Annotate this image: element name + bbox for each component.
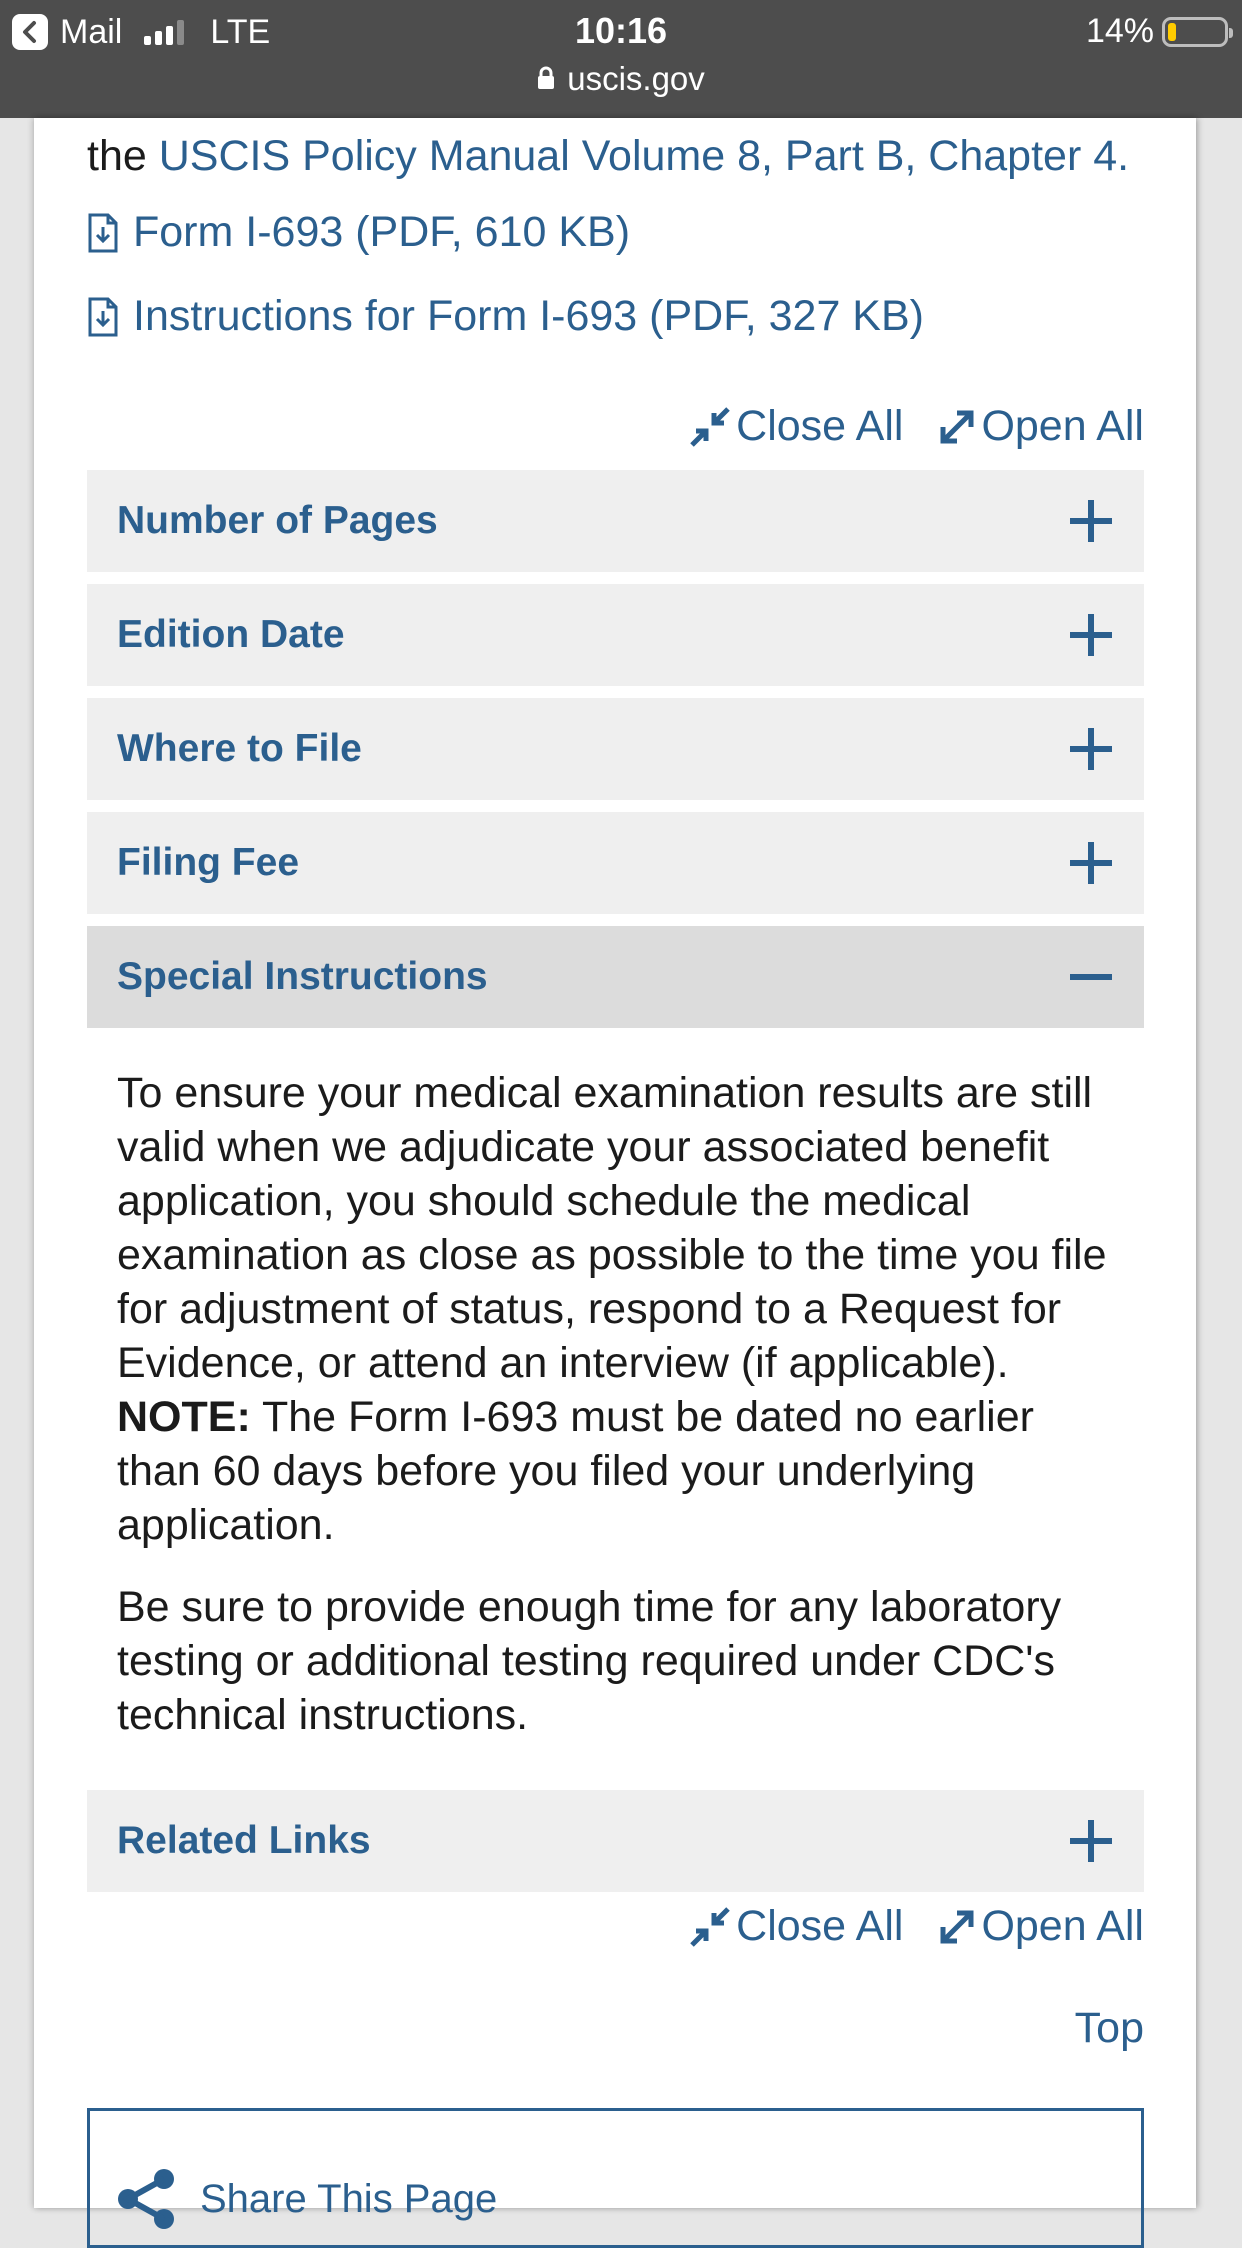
accordion-filing-fee[interactable] bbox=[87, 812, 1144, 914]
accordion-number-of-pages[interactable] bbox=[87, 470, 1144, 572]
intro-text bbox=[87, 124, 1187, 188]
download-instructions-label: Instructions for Form I-693 (PDF, 327 KB) bbox=[133, 292, 924, 340]
open-all-button[interactable] bbox=[937, 402, 1144, 451]
download-instructions-link[interactable] bbox=[87, 292, 924, 341]
special-instructions-content bbox=[117, 1066, 1127, 1770]
accordion-title: Special Instructions bbox=[117, 955, 488, 998]
back-to-top-link[interactable]: Top bbox=[1074, 2004, 1144, 2052]
share-box bbox=[87, 2108, 1144, 2248]
expand-icon bbox=[937, 407, 977, 447]
accordion-where-to-file[interactable] bbox=[87, 698, 1144, 800]
note-text: The Form I-693 must be dated no earlier than 60 days before you filed your underlying application. bbox=[117, 1393, 1034, 1549]
close-all-label: Close All bbox=[736, 402, 904, 450]
url-text: uscis.gov bbox=[567, 60, 705, 97]
page-card bbox=[34, 118, 1196, 2221]
download-form-link[interactable] bbox=[87, 208, 630, 257]
back-app-label: Mail bbox=[60, 12, 123, 51]
instructions-paragraph bbox=[117, 1066, 1127, 1552]
compress-icon bbox=[688, 1905, 732, 1949]
pdf-download-icon bbox=[87, 296, 119, 338]
policy-manual-link[interactable]: USCIS Policy Manual Volume 8, Part B, Chapter 4. bbox=[158, 132, 1130, 180]
battery-level bbox=[1168, 23, 1176, 41]
plus-icon bbox=[1068, 840, 1114, 886]
accordion-title: Where to File bbox=[117, 727, 362, 770]
close-all-label: Close All bbox=[736, 1902, 904, 1950]
accordion-controls-top bbox=[688, 402, 1144, 451]
note-label: NOTE: bbox=[117, 1393, 251, 1441]
battery-indicator bbox=[1086, 12, 1228, 51]
lock-icon bbox=[537, 60, 555, 98]
download-form-label: Form I-693 (PDF, 610 KB) bbox=[133, 208, 631, 256]
accordion-related-links[interactable] bbox=[87, 1790, 1144, 1892]
intro-prefix: the bbox=[87, 132, 159, 180]
close-all-button[interactable] bbox=[688, 1902, 903, 1951]
status-bar bbox=[0, 0, 1242, 118]
close-all-button[interactable] bbox=[688, 402, 903, 451]
share-label: Share This Page bbox=[200, 2176, 498, 2221]
share-button[interactable] bbox=[114, 2167, 497, 2231]
expand-icon bbox=[937, 1907, 977, 1947]
accordion-edition-date[interactable] bbox=[87, 584, 1144, 686]
open-all-button[interactable] bbox=[937, 1902, 1144, 1951]
accordion-title: Related Links bbox=[117, 1819, 371, 1862]
accordion-title: Filing Fee bbox=[117, 841, 300, 884]
pdf-download-icon bbox=[87, 212, 119, 254]
plus-icon bbox=[1068, 1818, 1114, 1864]
compress-icon bbox=[688, 405, 732, 449]
address-bar[interactable] bbox=[0, 60, 1242, 98]
battery-percent: 14% bbox=[1085, 12, 1154, 50]
open-all-label: Open All bbox=[981, 402, 1144, 450]
instructions-paragraph: Be sure to provide enough time for any laboratory testing or additional testing required under CDC's technical instructions. bbox=[117, 1583, 1062, 1739]
accordion-controls-bottom bbox=[688, 1902, 1144, 1951]
accordion-title: Number of Pages bbox=[117, 499, 438, 542]
accordion-special-instructions[interactable] bbox=[87, 926, 1144, 1028]
accordion-title: Edition Date bbox=[117, 613, 345, 656]
plus-icon bbox=[1068, 726, 1114, 772]
plus-icon bbox=[1068, 612, 1114, 658]
share-icon bbox=[114, 2167, 178, 2231]
minus-icon bbox=[1068, 954, 1114, 1000]
open-all-label: Open All bbox=[981, 1902, 1144, 1950]
network-type: LTE bbox=[210, 12, 271, 51]
instructions-text: To ensure your medical examination results are still valid when we adjudicate your associated benefit application, you should schedule the medical examination as close as possible to the time you file for adjustment of status, respond to a Request for Evidence, or attend an interview (if applicable). bbox=[117, 1069, 1107, 1387]
plus-icon bbox=[1068, 498, 1114, 544]
battery-icon bbox=[1162, 17, 1228, 47]
clock: 10:16 bbox=[574, 10, 668, 51]
